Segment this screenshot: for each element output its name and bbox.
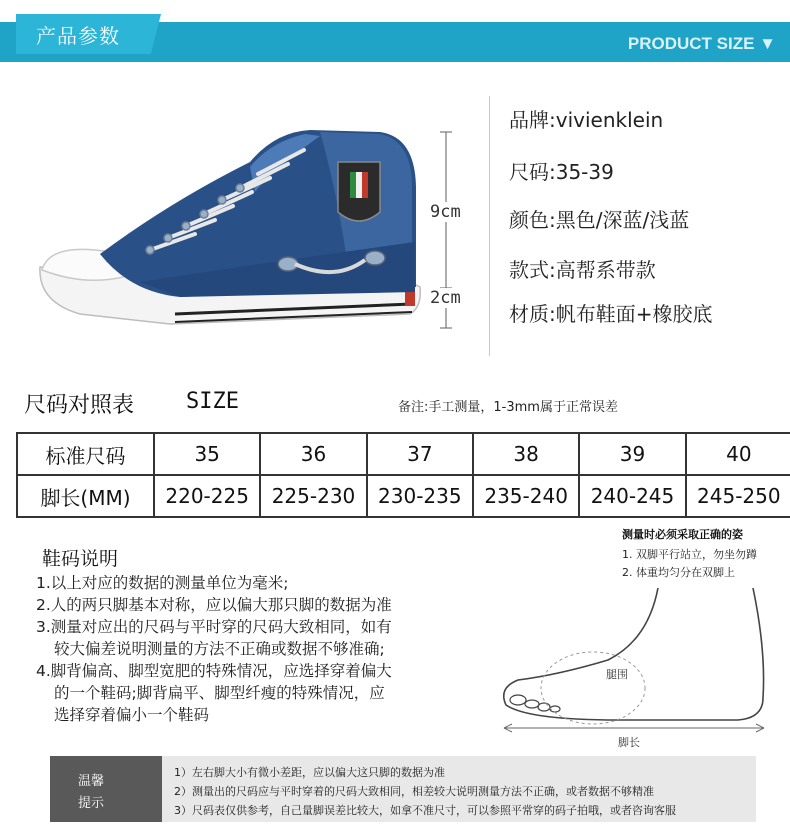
tip-item: 2）测量出的尺码应与平时穿着的尺码大致相同，相差较大说明测量方法不正确，或者数据不够精准 bbox=[174, 785, 654, 798]
height-total-label: 9cm bbox=[430, 202, 461, 222]
table-cell: 38 bbox=[473, 433, 579, 475]
table-cell: 36 bbox=[260, 433, 366, 475]
table-cell: 40 bbox=[686, 433, 790, 475]
size-chart-title: 尺码对照表 bbox=[24, 393, 135, 418]
size-chart-subtitle: SIZE bbox=[186, 389, 239, 414]
explanation-title: 鞋码说明 bbox=[42, 548, 119, 570]
table-cell: 225-230 bbox=[260, 475, 366, 517]
explanation-line: 2.人的两只脚基本对称，应以偏大那只脚的数据为准 bbox=[36, 596, 392, 614]
spec-material: 材质:帆布鞋面+橡胶底 bbox=[509, 302, 713, 326]
size-chart-note: 备注:手工测量，1-3mm属于正常误差 bbox=[398, 400, 618, 415]
table-cell: 230-235 bbox=[367, 475, 473, 517]
explanation-line: 4.脚背偏高、脚型宽肥的特殊情况，应选择穿着偏大 bbox=[36, 662, 392, 680]
tip-item: 1）左右脚大小有微小差距，应以偏大这只脚的数据为准 bbox=[174, 766, 445, 779]
divider bbox=[489, 96, 490, 356]
tips-box bbox=[50, 756, 756, 822]
row-label-standard: 标准尺码 bbox=[17, 433, 154, 475]
explanation-line: 选择穿着偏小一个鞋码 bbox=[54, 706, 210, 724]
table-cell: 220-225 bbox=[154, 475, 260, 517]
tips-label-line1: 温馨 bbox=[78, 774, 105, 789]
table-cell: 235-240 bbox=[473, 475, 579, 517]
explanation-line: 较大偏差说明测量的方法不正确或数据不够准确; bbox=[54, 640, 385, 658]
table-row bbox=[17, 475, 790, 517]
girth-label: 腿围 bbox=[606, 668, 628, 681]
tips-label bbox=[50, 756, 162, 822]
table-cell: 35 bbox=[154, 433, 260, 475]
spec-brand: 品牌:vivienklein bbox=[509, 108, 664, 132]
posture-title: 测量时必须采取正确的姿 bbox=[622, 528, 743, 541]
posture-item: 1. 双脚平行站立，勿坐勿蹲 bbox=[622, 548, 757, 561]
spec-size: 尺码:35-39 bbox=[509, 160, 614, 184]
explanation-line: 的一个鞋码;脚背扁平、脚型纤瘦的特殊情况，应 bbox=[54, 684, 385, 702]
row-label-foot-length: 脚长(MM) bbox=[17, 475, 154, 517]
table-cell: 39 bbox=[579, 433, 685, 475]
spec-color: 颜色:黑色/深蓝/浅蓝 bbox=[509, 208, 690, 232]
posture-item: 2. 体重均匀分在双脚上 bbox=[622, 566, 735, 579]
header-en-title: PRODUCT SIZE ▼ bbox=[627, 34, 776, 53]
explanation-line: 3.测量对应出的尺码与平时穿的尺码大致相同，如有 bbox=[36, 618, 392, 636]
table-cell: 240-245 bbox=[579, 475, 685, 517]
tips-label-line2: 提示 bbox=[78, 796, 105, 811]
height-sole-label: 2cm bbox=[430, 288, 461, 308]
spec-style: 款式:高帮系带款 bbox=[509, 258, 656, 282]
size-table bbox=[16, 432, 790, 518]
explanation-line: 1.以上对应的数据的测量单位为毫米; bbox=[36, 574, 289, 592]
table-cell: 37 bbox=[367, 433, 473, 475]
foot-outline bbox=[498, 580, 788, 750]
table-row bbox=[17, 433, 790, 475]
foot-diagram bbox=[498, 580, 788, 750]
table-cell: 245-250 bbox=[686, 475, 790, 517]
shoe-drawing bbox=[20, 92, 440, 362]
shoe-image bbox=[20, 92, 440, 362]
tip-item: 3）尺码表仅供参考，自己量脚误差比较大，如拿不准尺寸，可以参照平常穿的码子拍哦，或者咨询客服 bbox=[174, 804, 676, 817]
length-label: 脚长 bbox=[618, 736, 640, 749]
header-title: 产品参数 bbox=[36, 24, 120, 48]
